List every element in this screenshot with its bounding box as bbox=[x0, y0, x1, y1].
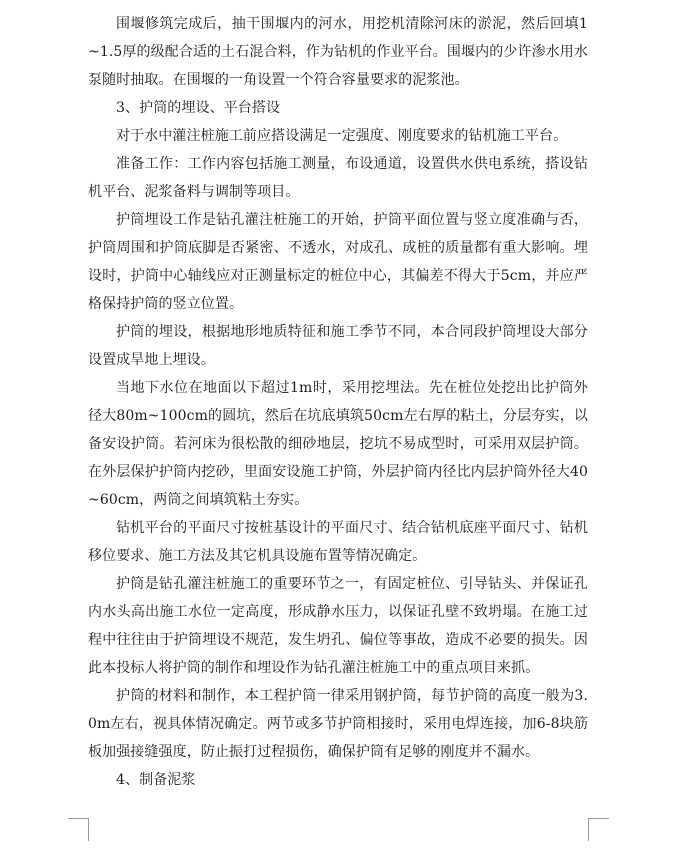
paragraph-cofferdam-backfill: 围堰修筑完成后，抽干围堰内的河水，用挖机清除河床的淤泥，然后回填1~1.5厚的级配合适的土石混合料，作为钻机的作业平台。围堰内的少许渗水用水泵随时抽取。在围堰的一角设置一个符合容量要求的泥浆池。 bbox=[88, 16, 588, 88]
paragraph-platform-dimensions: 钻机平台的平面尺寸按桩基设计的平面尺寸、结合钻机底座平面尺寸、钻机移位要求、施工方法及其它机具设施布置等情况确定。 bbox=[88, 520, 588, 564]
page-corner-mark-left bbox=[68, 818, 89, 841]
document-body bbox=[88, 10, 588, 794]
paragraph-casing-embedding: 护筒埋设工作是钻孔灌注桩施工的开始，护筒平面位置与竖立度准确与否，护筒周围和护筒底脚是否紧密、不透水，对成孔、成桩的质量都有重大影响。埋设时，护筒中心轴线应对正测量标定的桩位中心，其偏差不得大于5cm，并应严格保持护筒的竖立位置。 bbox=[88, 212, 588, 312]
paragraph-platform-requirement: 对于水中灌注桩施工前应搭设满足一定强度、刚度要求的钻机施工平台。 bbox=[116, 128, 568, 144]
paragraph-casing-material: 护筒的材料和制作，本工程护筒一律采用钢护筒，每节护筒的高度一般为3.0m左右，视具体情况确定。两节或多节护筒相接时，采用电焊连接，加6-8块筋板加强接缝强度，防止振打过程损伤，确保护筒有足够的刚度并不漏水。 bbox=[88, 688, 588, 760]
paragraph-casing-importance: 护筒是钻孔灌注桩施工的重要环节之一，有固定桩位、引导钻头、并保证孔内水头高出施工水位一定高度，形成静水压力，以保证孔壁不致坍塌。在施工过程中往往由于护筒埋设不规范，发生坍孔、偏位等事故，造成不必要的损失。因此本投标人将护筒的制作和埋设作为钻孔灌注桩施工中的重点项目来抓。 bbox=[88, 576, 588, 676]
paragraph-casing-burial-method: 护筒的埋设，根据地形地质特征和施工季节不同，本合同段护筒埋设大部分设置成旱地上埋设。 bbox=[88, 324, 588, 368]
section-heading-mud-preparation: 4、制备泥浆 bbox=[116, 772, 196, 788]
paragraph-preparation-work: 准备工作：工作内容包括施工测量，布设通道，设置供水供电系统，搭设钻机平台、泥浆备料与调制等项目。 bbox=[88, 156, 588, 200]
page-corner-mark-right bbox=[588, 818, 609, 841]
paragraph-excavation-method: 当地下水位在地面以下超过1m时，采用挖埋法。先在桩位处挖出比护筒外径大80m~100cm的圆坑，然后在坑底填筑50cm左右厚的粘土，分层夯实，以备安设护筒。若河床为很松散的细砂地层，挖坑不易成型时，可采用双层护筒。在外层保护护筒内挖砂，里面安设施工护筒，外层护筒内径比内层护筒外径大40~60cm，两筒之间填筑粘土夯实。 bbox=[88, 380, 588, 508]
section-heading-casing-platform: 3、护筒的埋设、平台搭设 bbox=[116, 100, 281, 116]
